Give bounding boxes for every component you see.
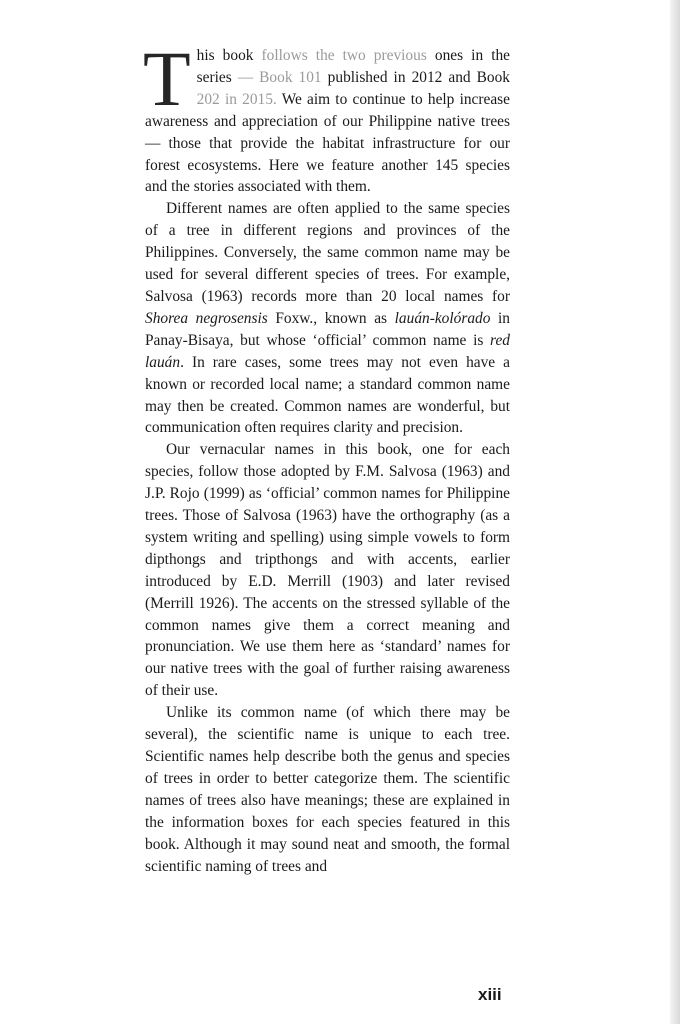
page-number: xiii	[478, 985, 502, 1004]
paragraph-2	[145, 198, 510, 439]
paragraph-1	[143, 35, 511, 198]
faded-text-run: follows the two previous	[261, 47, 427, 64]
drop-cap: T	[143, 35, 191, 122]
text-run: Different names are often applied to the same species of a tree in different regions and provinces of the Philippines. Conversely, the same common name may be used for several different species of trees. For example, Salvosa (1963) records more than 20 local names for	[145, 200, 510, 305]
text-run: We aim to continue to help increase awareness and appreciation of our Philippine native trees — those that provide the habitat infrastructure for our forest ecosystems. Here we feature another 145 species and the stories associated with them.	[145, 90, 510, 196]
species-name: Shorea negrosensis	[145, 309, 268, 327]
body-text	[143, 35, 511, 877]
common-name: red lauán	[145, 331, 510, 371]
text-run: Foxw., known as	[267, 309, 395, 327]
faded-text-run: 202 in 2015.	[196, 90, 277, 108]
text-run: . In rare cases, some trees may not even have a known or recorded local name; a standard common name may then be created. Common names are wonderful, but communication often requires clarity and precision.	[145, 353, 510, 437]
text-run: his book	[196, 47, 262, 64]
text-run: ones in the series	[196, 47, 511, 86]
text-run: in Panay-Bisaya, but whose ‘official’ common name is	[145, 309, 510, 349]
local-name: lauán-kolórado	[394, 309, 491, 327]
paragraph-4: Unlike its common name (of which there may be several), the scientific name is unique to each tree. Scientific names help describe both the genus and species of trees in order to better categorize them. The scientific names of trees also have meanings; these are explained in the information boxes for each species featured in this book. Although it may sound neat and smooth, the formal scientific naming of trees and	[145, 704, 510, 875]
faded-text-run: — Book 101	[237, 68, 322, 86]
page-edge	[670, 0, 680, 1024]
paragraph-3: Our vernacular names in this book, one for each species, follow those adopted by F.M. Salvosa (1963) and J.P. Rojo (1999) as ‘official’ common names for Philippine trees. Those of Salvosa (1963) have the orthography (as a system writing and spelling) using simple vowels to form dipthongs and tripthongs and with accents, earlier introduced by E.D. Merrill (1903) and later revised (Merrill 1926). The accents on the stressed syllable of the common names give them a correct meaning and pronunciation. We use them here as ‘standard’ names for our native trees with the goal of further raising awareness of their use.	[145, 441, 510, 700]
text-run: published in 2012 and Book	[321, 68, 510, 86]
